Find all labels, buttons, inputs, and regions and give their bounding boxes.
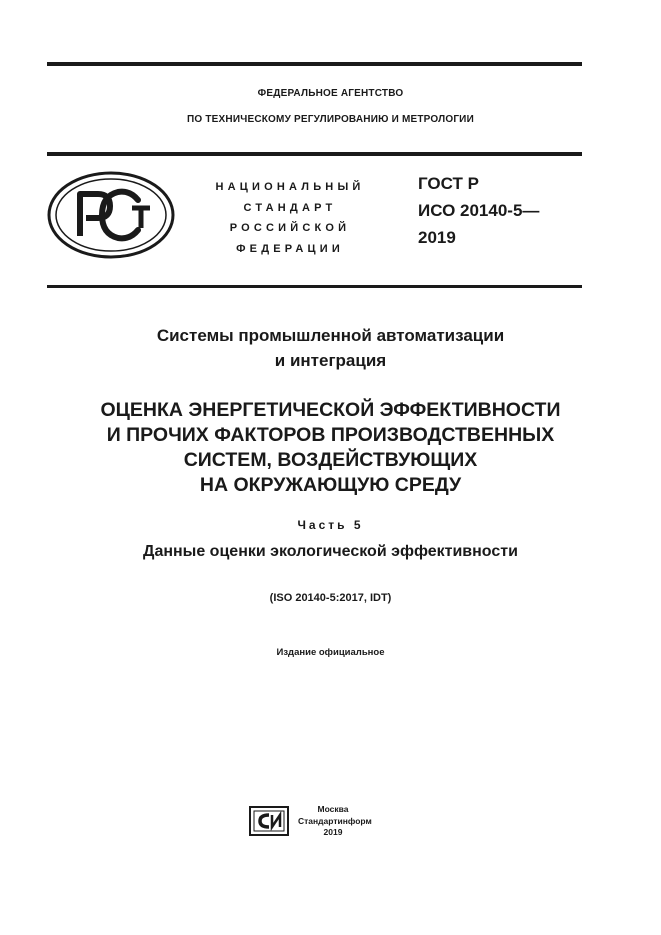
agency-name-line-2: ПО ТЕХНИЧЕСКОМУ РЕГУЛИРОВАНИЮ И МЕТРОЛОГИИ bbox=[187, 114, 474, 125]
standard-code-line: 2019 bbox=[418, 228, 456, 247]
subtitle-line: Системы промышленной автоматизации bbox=[156, 326, 505, 345]
publisher-name: Стандартинформ bbox=[298, 815, 372, 826]
standard-code-line: ИСО 20140-5— bbox=[418, 201, 540, 220]
edition-label: Издание официальное bbox=[276, 647, 385, 658]
section-rule bbox=[47, 285, 582, 288]
publisher-city: Москва bbox=[317, 804, 349, 814]
title-line: И ПРОЧИХ ФАКТОРОВ ПРОИЗВОДСТВЕННЫХ bbox=[106, 424, 555, 446]
publisher-year: 2019 bbox=[323, 827, 343, 837]
national-standard-line: ФЕДЕРАЦИИ bbox=[236, 242, 344, 255]
standard-code bbox=[418, 170, 539, 251]
title-line: ОЦЕНКА ЭНЕРГЕТИЧЕСКОЙ ЭФФЕКТИВНОСТИ bbox=[100, 399, 561, 421]
subtitle-line: и интеграция bbox=[274, 351, 387, 370]
iso-reference: (ISO 20140-5:2017, IDT) bbox=[269, 592, 392, 604]
header-rule bbox=[47, 152, 582, 156]
top-rule bbox=[47, 62, 582, 66]
gost-r-logo-icon bbox=[46, 170, 176, 260]
national-standard-line: СТАНДАРТ bbox=[243, 201, 337, 214]
publisher-info bbox=[298, 804, 372, 839]
standartinform-logo-icon bbox=[249, 806, 289, 836]
part-number: Часть 5 bbox=[297, 518, 364, 532]
national-standard-line: НАЦИОНАЛЬНЫЙ bbox=[215, 181, 365, 193]
title-line: СИСТЕМ, ВОЗДЕЙСТВУЮЩИХ bbox=[183, 449, 478, 471]
national-standard-line: РОССИЙСКОЙ bbox=[229, 222, 351, 234]
title-line: НА ОКРУЖАЮЩУЮ СРЕДУ bbox=[199, 474, 462, 496]
national-standard-label bbox=[200, 177, 380, 259]
standard-code-line: ГОСТ Р bbox=[418, 174, 479, 193]
part-title: Данные оценки экологической эффективности bbox=[143, 543, 518, 560]
document-title bbox=[0, 398, 661, 498]
agency-name-line-1: ФЕДЕРАЛЬНОЕ АГЕНТСТВО bbox=[257, 88, 404, 99]
document-subtitle bbox=[0, 323, 661, 373]
